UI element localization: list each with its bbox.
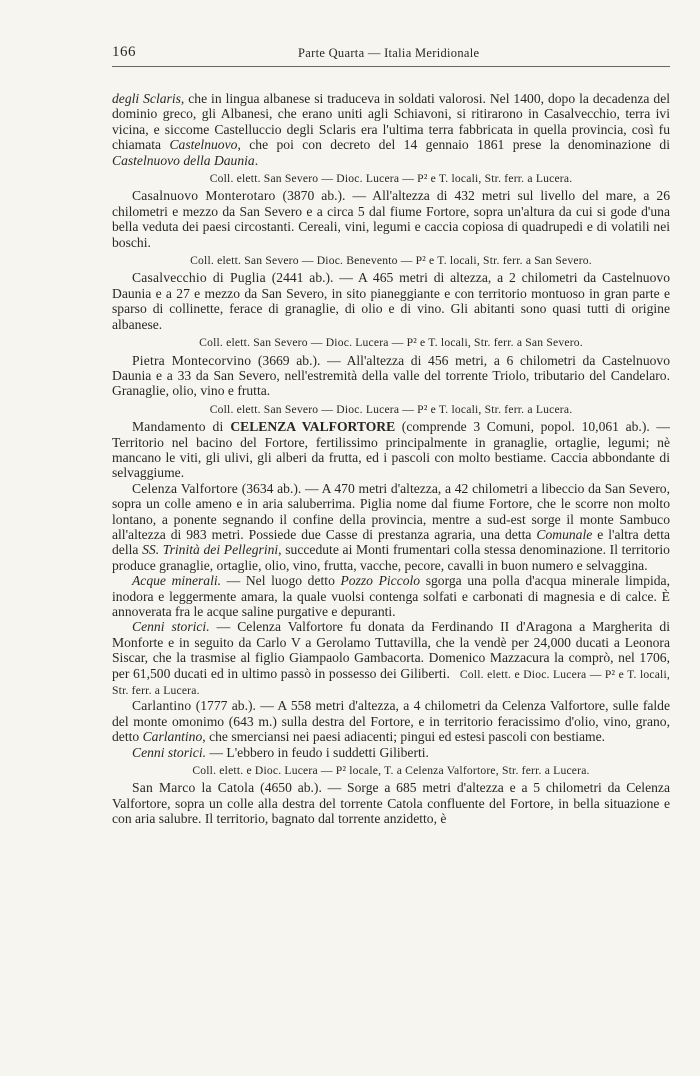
entry-continuation	[112, 91, 670, 186]
entry-celenza	[112, 481, 670, 573]
page-header	[112, 44, 670, 67]
page-number: 166	[112, 44, 136, 60]
place-name: Casalvecchio di Puglia	[132, 270, 266, 286]
entry-pietra	[112, 353, 670, 418]
entry-sanmarco	[112, 780, 670, 826]
collegio-line: Coll. elett. San Severo — Dioc. Lucera — P² e T. locali, Str. ferr. a San Severo.	[199, 336, 583, 350]
entry-mandamento	[112, 419, 670, 481]
celenza-cenni	[112, 619, 670, 698]
entry-text: sgorga una polla d'acqua minerale limpida, inodora e leggermente amara, la quale vuolsi contenga solfati e carbonati di magnesia e di calce. È annoverata fra le acque saline purgative e depuranti.	[112, 573, 670, 619]
section-label: Acque minerali.	[132, 573, 222, 589]
place-name: San Marco la Catola	[132, 780, 255, 796]
entry-text: e l'altra detta della	[112, 526, 671, 558]
collegio-line: Coll. elett. San Severo — Dioc. Lucera — P² e T. locali, Str. ferr. a Lucera.	[209, 402, 573, 416]
entry-casalnuovo	[112, 188, 670, 268]
entry-text: , che in lingua albanese si traduceva in soldati valorosi. Nel 1400, dopo la decadenza del dominio greco, gli Albanesi, che erano uniti agli Schiavoni, si ritirarono in Casalvecchio, terra ivi vicina, e siccome Castelluccio degli Sclaris era l'ultima terra fabbricata in quella provincia, così fu chiamata	[112, 91, 670, 153]
entry-text: (3669 ab.). — All'altezza di 456 metri, a 6 chilometri da Castelnuovo Daunia e a 33 da San Severo, nell'estremità della valle del torrente Triolo, tributario del Candelaro. Granaglie, olio, vino e frutta.	[112, 352, 671, 399]
entry-text: (2441 ab.). — A 465 metri di altezza, a 2 chilometri da Castelnuovo Daunia e a 27 e mezzo da San Severo, in sito pianeggiante e con territorio montuoso in gran parte e sparso di collinette, ferace di granaglie, di olio e di vino. Gli abitanti sono quasi tutti di origine albanese.	[112, 270, 670, 332]
carlantino-cenni	[112, 745, 670, 779]
entry-text: (3870 ab.). — All'altezza di 432 metri sul livello del mare, a 26 chilometri e mezzo da San Severo e a circa 5 dal fiume Fortore, sopra un'altura da cui si gode d'una bella veduta dei paesi circostanti. Cereali, vini, legumi e caccia copiosa di quadrupedi e di volatili nei boschi.	[112, 188, 670, 250]
collegio-line: Coll. elett. e Dioc. Lucera — P² e T. locali, Str. ferr. a Lucera.	[112, 667, 670, 698]
section-label: Cenni storici.	[132, 619, 210, 635]
entry-text: (1777 ab.). — A 558 metri d'altezza, a 4 chilometri da Celenza Valfortore, sulle falde del monte omonimo (643 m.) sulla destra del Fortore, e in territorio feracissimo d'olio, vino, grano, detto	[112, 698, 670, 745]
mandamento-prefix: Mandamento di	[132, 419, 231, 435]
entry-text: — Nel luogo detto	[221, 573, 341, 589]
entry-text: — Celenza Valfortore fu donata da Ferdinando II d'Aragona a Margherita di Monforte e in seguito da Carlo V a Gerolamo Tuttavilla, che la vendè per 24,000 ducati a Leonora Siscar, che la trasmise al figlio Giampaolo Gambacorta. Domenico Mazzacura la comprò, nel 1706, per 61,500 ducati ed in ultimo passò in possesso dei Giliberti.	[112, 619, 671, 681]
place-name: Celenza Valfortore	[132, 480, 238, 496]
italic-term: degli Sclaris	[112, 91, 181, 106]
section-label: Cenni storici.	[132, 744, 207, 760]
collegio-line: Coll. elett. San Severo — Dioc. Lucera — P² e T. locali, Str. ferr. a Lucera.	[209, 172, 573, 186]
place-name: Carlantino	[132, 698, 192, 714]
page-body	[112, 91, 670, 827]
entry-casalvecchio	[112, 270, 670, 350]
place-name: Casalnuovo Monterotaro	[132, 188, 276, 204]
italic-term: Pozzo Piccolo	[340, 573, 421, 589]
entry-text: .	[254, 152, 259, 168]
entry-carlantino	[112, 698, 670, 744]
italic-term: Comunale	[536, 526, 593, 542]
collegio-line: Coll. elett. San Severo — Dioc. Benevento — P² e T. locali, Str. ferr. a San Severo.	[190, 254, 592, 268]
celenza-acque	[112, 573, 670, 619]
place-name: Pietra Montecorvino	[132, 352, 252, 368]
entry-text: , succedute ai Monti frumentari colla stessa denominazione. Il territorio produce granaglie, ortaglie, olio, vino, frutta, vacche, pecore, cavalli in buon numero e selvaggina.	[112, 542, 670, 573]
entry-text: , che smerciansi nei paesi adiacenti; pingui ed estesi pascoli con bestiame.	[202, 729, 606, 745]
entry-text: (3634 ab.). — A 470 metri d'altezza, a 42 chilometri a libeccio da San Severo, sopra un colle ameno e in aria saluberrima. Piglia nome dal fiume Fortore, che le scorre non molto lontano, a ponente segnando il confine della provincia, mentre a sud-est sorge il monte Sambuco all'altezza di 983 metri. Possiede due Casse di prestanza agraria, una detta	[112, 480, 670, 542]
entry-text: — L'ebbero in feudo i suddetti Giliberti.	[206, 744, 429, 760]
mandamento-name: CELENZA VALFORTORE	[230, 419, 396, 435]
collegio-line: Coll. elett. e Dioc. Lucera — P² locale, T. a Celenza Valfortore, Str. ferr. a Lucera.	[192, 764, 590, 778]
italic-term: SS. Trinità dei Pellegrini	[142, 542, 279, 558]
italic-term: Castelnuovo della Daunia	[112, 152, 255, 168]
italic-term: Castelnuovo	[169, 137, 238, 153]
italic-term: Carlantino	[142, 729, 203, 745]
entry-text: , che poi con decreto del 14 gennaio 1861 prese la denominazione di	[237, 137, 670, 153]
entry-text: (comprende 3 Comuni, popol. 10,061 ab.). — Territorio nel bacino del Fortore, fertilissimo principalmente in granaglie, ortaglie, legumi; nè mancano le viti, gli ulivi, gli alberi da frutta, ed i pascoli con molto bestiame. Caccia abbondante di selvaggiume.	[112, 419, 670, 481]
running-head: Parte Quarta — Italia Meridionale	[298, 46, 480, 60]
entry-text: (4650 ab.). — Sorge a 685 metri d'altezza e a 5 chilometri da Celenza Valfortore, sopra un colle alla destra del torrente Catola confluente del Fortore, in bella situazione e con aria salubre. Il territorio, bagnato dal torrente anzidetto, è	[112, 780, 670, 827]
